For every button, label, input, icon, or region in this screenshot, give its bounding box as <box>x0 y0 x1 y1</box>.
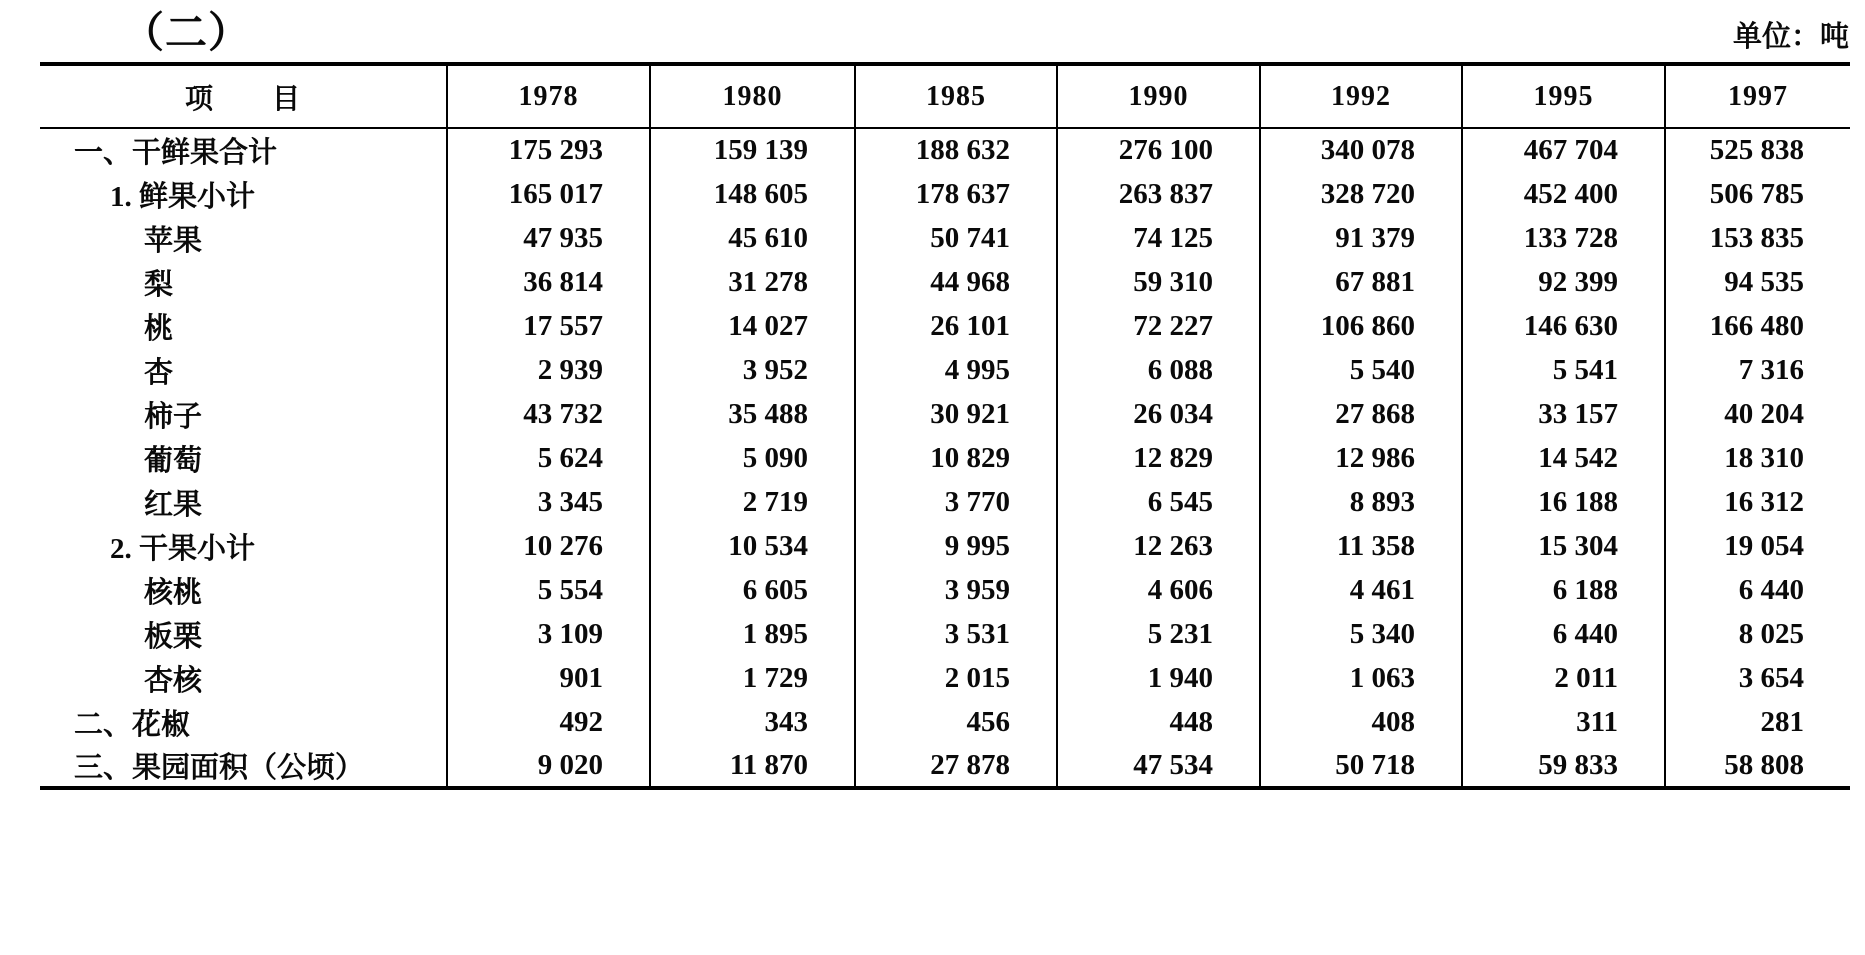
value-cell: 5 541 <box>1462 348 1665 392</box>
value-cell: 2 015 <box>855 656 1057 700</box>
value-cell: 448 <box>1057 700 1260 744</box>
value-cell: 14 542 <box>1462 436 1665 480</box>
row-label: 二、花椒 <box>74 708 191 741</box>
value-cell: 26 034 <box>1057 392 1260 436</box>
header-row <box>40 64 1850 128</box>
value-cell: 467 704 <box>1462 128 1665 172</box>
row-label: 柿子 <box>144 400 203 433</box>
value-cell: 4 461 <box>1260 568 1462 612</box>
value-cell: 12 263 <box>1057 524 1260 568</box>
value-cell: 506 785 <box>1665 172 1850 216</box>
table-row <box>40 172 1850 216</box>
value-cell: 3 109 <box>447 612 650 656</box>
value-cell: 11 358 <box>1260 524 1462 568</box>
row-label: 葡萄 <box>144 444 203 477</box>
value-cell: 15 304 <box>1462 524 1665 568</box>
value-cell: 40 204 <box>1665 392 1850 436</box>
value-cell: 6 545 <box>1057 480 1260 524</box>
value-cell: 27 878 <box>855 744 1057 788</box>
value-cell: 59 310 <box>1057 260 1260 304</box>
table-row <box>40 656 1850 700</box>
value-cell: 340 078 <box>1260 128 1462 172</box>
value-cell: 4 606 <box>1057 568 1260 612</box>
value-cell: 10 276 <box>447 524 650 568</box>
value-cell: 72 227 <box>1057 304 1260 348</box>
value-cell: 153 835 <box>1665 216 1850 260</box>
table-row <box>40 216 1850 260</box>
value-cell: 14 027 <box>650 304 855 348</box>
value-cell: 9 995 <box>855 524 1057 568</box>
row-label: 一、干鲜果合计 <box>74 137 278 169</box>
value-cell: 33 157 <box>1462 392 1665 436</box>
value-cell: 1 063 <box>1260 656 1462 700</box>
year-column-header: 1985 <box>855 64 1057 128</box>
value-cell: 10 829 <box>855 436 1057 480</box>
value-cell: 50 741 <box>855 216 1057 260</box>
value-cell: 6 440 <box>1462 612 1665 656</box>
value-cell: 43 732 <box>447 392 650 436</box>
value-cell: 6 605 <box>650 568 855 612</box>
table-row <box>40 744 1850 788</box>
value-cell: 3 654 <box>1665 656 1850 700</box>
value-cell: 901 <box>447 656 650 700</box>
value-cell: 6 440 <box>1665 568 1850 612</box>
value-cell: 1 895 <box>650 612 855 656</box>
value-cell: 5 624 <box>447 436 650 480</box>
value-cell: 148 605 <box>650 172 855 216</box>
value-cell: 188 632 <box>855 128 1057 172</box>
value-cell: 74 125 <box>1057 216 1260 260</box>
table-row <box>40 568 1850 612</box>
statistics-table <box>40 62 1850 790</box>
value-cell: 44 968 <box>855 260 1057 304</box>
row-label: 核桃 <box>144 576 203 609</box>
value-cell: 47 935 <box>447 216 650 260</box>
value-cell: 10 534 <box>650 524 855 568</box>
table-row <box>40 436 1850 480</box>
value-cell: 133 728 <box>1462 216 1665 260</box>
value-cell: 2 939 <box>447 348 650 392</box>
value-cell: 146 630 <box>1462 304 1665 348</box>
table-row <box>40 260 1850 304</box>
row-label: 桃 <box>144 312 174 345</box>
value-cell: 263 837 <box>1057 172 1260 216</box>
value-cell: 3 770 <box>855 480 1057 524</box>
year-column-header: 1992 <box>1260 64 1462 128</box>
row-label: 2. 干果小计 <box>110 532 256 565</box>
row-label: 三、果园面积（公顷） <box>74 751 365 784</box>
table-row <box>40 700 1850 744</box>
value-cell: 11 870 <box>650 744 855 788</box>
value-cell: 8 025 <box>1665 612 1850 656</box>
value-cell: 27 868 <box>1260 392 1462 436</box>
value-cell: 59 833 <box>1462 744 1665 788</box>
value-cell: 17 557 <box>447 304 650 348</box>
table-row <box>40 480 1850 524</box>
value-cell: 16 188 <box>1462 480 1665 524</box>
row-label: 红果 <box>144 488 203 521</box>
value-cell: 94 535 <box>1665 260 1850 304</box>
value-cell: 31 278 <box>650 260 855 304</box>
value-cell: 166 480 <box>1665 304 1850 348</box>
value-cell: 6 088 <box>1057 348 1260 392</box>
row-label: 梨 <box>144 268 174 301</box>
value-cell: 30 921 <box>855 392 1057 436</box>
row-label: 杏 <box>144 356 174 389</box>
value-cell: 67 881 <box>1260 260 1462 304</box>
value-cell: 4 995 <box>855 348 1057 392</box>
value-cell: 50 718 <box>1260 744 1462 788</box>
value-cell: 6 188 <box>1462 568 1665 612</box>
value-cell: 18 310 <box>1665 436 1850 480</box>
value-cell: 492 <box>447 700 650 744</box>
value-cell: 178 637 <box>855 172 1057 216</box>
year-column-header: 1997 <box>1665 64 1850 128</box>
value-cell: 26 101 <box>855 304 1057 348</box>
row-label: 板栗 <box>144 620 203 653</box>
unit-label: 单位：吨 <box>1732 21 1849 53</box>
value-cell: 328 720 <box>1260 172 1462 216</box>
year-column-header: 1980 <box>650 64 855 128</box>
value-cell: 159 139 <box>650 128 855 172</box>
value-cell: 2 011 <box>1462 656 1665 700</box>
value-cell: 19 054 <box>1665 524 1850 568</box>
page-title: （二） <box>122 11 252 57</box>
value-cell: 12 829 <box>1057 436 1260 480</box>
table-row <box>40 524 1850 568</box>
value-cell: 5 340 <box>1260 612 1462 656</box>
value-cell: 5 090 <box>650 436 855 480</box>
value-cell: 525 838 <box>1665 128 1850 172</box>
value-cell: 5 554 <box>447 568 650 612</box>
value-cell: 58 808 <box>1665 744 1850 788</box>
value-cell: 343 <box>650 700 855 744</box>
value-cell: 12 986 <box>1260 436 1462 480</box>
value-cell: 47 534 <box>1057 744 1260 788</box>
value-cell: 3 531 <box>855 612 1057 656</box>
row-label: 苹果 <box>144 224 203 257</box>
value-cell: 9 020 <box>447 744 650 788</box>
table-row <box>40 304 1850 348</box>
year-column-header: 1978 <box>447 64 650 128</box>
value-cell: 35 488 <box>650 392 855 436</box>
table-row <box>40 612 1850 656</box>
year-column-header: 1990 <box>1057 64 1260 128</box>
value-cell: 276 100 <box>1057 128 1260 172</box>
row-label: 杏核 <box>144 664 203 697</box>
value-cell: 311 <box>1462 700 1665 744</box>
value-cell: 3 959 <box>855 568 1057 612</box>
value-cell: 7 316 <box>1665 348 1850 392</box>
value-cell: 456 <box>855 700 1057 744</box>
item-column-header: 项 目 <box>40 64 447 128</box>
value-cell: 3 345 <box>447 480 650 524</box>
value-cell: 36 814 <box>447 260 650 304</box>
value-cell: 91 379 <box>1260 216 1462 260</box>
value-cell: 3 952 <box>650 348 855 392</box>
value-cell: 452 400 <box>1462 172 1665 216</box>
value-cell: 165 017 <box>447 172 650 216</box>
value-cell: 92 399 <box>1462 260 1665 304</box>
value-cell: 45 610 <box>650 216 855 260</box>
row-label: 1. 鲜果小计 <box>110 180 256 213</box>
value-cell: 106 860 <box>1260 304 1462 348</box>
value-cell: 281 <box>1665 700 1850 744</box>
value-cell: 5 231 <box>1057 612 1260 656</box>
value-cell: 408 <box>1260 700 1462 744</box>
value-cell: 175 293 <box>447 128 650 172</box>
table-row <box>40 348 1850 392</box>
value-cell: 5 540 <box>1260 348 1462 392</box>
table-row <box>40 128 1850 172</box>
value-cell: 1 729 <box>650 656 855 700</box>
year-column-header: 1995 <box>1462 64 1665 128</box>
value-cell: 2 719 <box>650 480 855 524</box>
value-cell: 1 940 <box>1057 656 1260 700</box>
value-cell: 16 312 <box>1665 480 1850 524</box>
value-cell: 8 893 <box>1260 480 1462 524</box>
table-row <box>40 392 1850 436</box>
